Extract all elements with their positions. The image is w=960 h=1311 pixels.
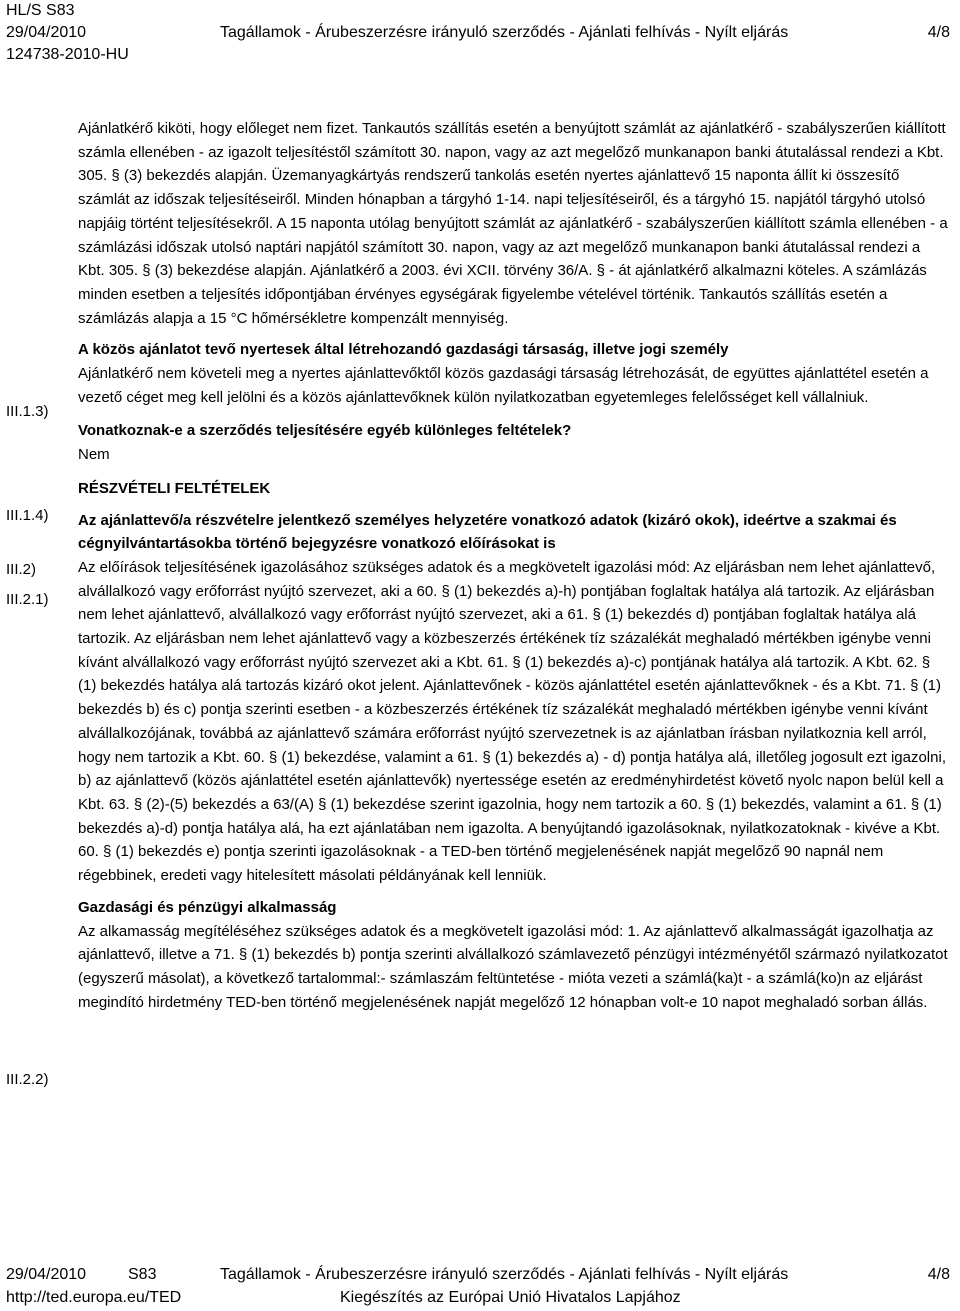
section-heading-special-conditions: Vonatkoznak-e a szerződés teljesítésére egyéb különleges feltételek? — [78, 422, 572, 440]
footer-url[interactable]: http://ted.europa.eu/TED — [6, 1289, 182, 1306]
section-text-special-conditions: Nem — [78, 446, 110, 464]
header-date: 29/04/2010 — [6, 24, 87, 41]
footer-title: Tagállamok - Árubeszerzésre irányuló szerződés - Ajánlati felhívás - Nyílt eljárás — [220, 1266, 789, 1283]
notice-number: 124738-2010-HU — [6, 46, 129, 63]
header-title: Tagállamok - Árubeszerzésre irányuló szerződés - Ajánlati felhívás - Nyílt eljárás — [220, 24, 789, 41]
section-heading-personal-situation: Az ajánlattevő/a részvételre jelentkező személyes helyzetére vonatkozó adatok (kizáró okok), ideértve a szakmai és cégnyilvántartásokba történő bejegyzésre vonatkozó előírásokat is — [78, 511, 897, 553]
section-heading-economic-capacity: Gazdasági és pénzügyi alkalmasság — [78, 898, 337, 916]
section-text-joint-bidders: Ajánlatkérő nem követeli meg a nyertes ajánlattevőktől közös gazdasági társaság létrehozását, de együttes ajánlattétel esetén a vezető céget meg kell jelölni és a közös ajánlattevőknek külön nyilatkozatban egyetemleges felelősséget kell vállalniuk. — [78, 365, 929, 406]
section-number-iii-2-1: III.2.1) — [6, 591, 49, 608]
section-text-personal-situation: Az előírások teljesítésének igazolásához szükséges adatok és a megkövetelt igazolási mód: Az eljárásban nem lehet ajánlattevő, alvállalkozó vagy erőforrást nyújtó szervezet, aki a 60. § (1) bekezdés a)-h) pontjában foglaltak hatálya alá tartozik. Az eljárásban nem lehet ajánlattevő, alvállalkozó vagy erőforrást nyújtó szervezet, aki a 61. § (1) bekezdés d) pontjában foglaltak hatálya alá tartozik. Az eljárásban nem lehet ajánlattevő vagy a közbeszerzés értékének tíz százalékát meghaladó mértékben igénybe venni kívánt alvállalkozó vagy erőforrást nyújtó szervezet aki a Kbt. 61. § (1) bekezdés a)-c) pontjának hatálya alá tartozik. A Kbt. 62. § (1) bekezdés hatálya alá tartozás kizáró okot jelent. Ajánlattevőnek - közös ajánlattétel esetén ajánlattevőknek - és a Kbt. 71. § (1) bekezdés b) és c) pontja szerinti esetben - a közbeszerzés értékének tíz százalékát meghaladó mértékben igénybe venni kívánt alvállalkozójának, továbbá az ajánlattevő számára erőforrást nyújtó szervezetnek is az ajánlatban írásban nyilatkoznia kell arról, hogy nem tartozik a Kbt. 60. § (1) bekezdése, valamint a 61. § (1) bekezdés a) - d) pontja hatálya alá, illetőleg jogosult ezt igazolni, b) az ajánlattevő (közös ajánlattétel esetén ajánlattevők) nyertessége esetén az eredményhirdetést követő nyolc napon belül kell a Kbt. 63. § (2)-(5) bekezdés a 63/(A) § (1) bekezdése szerint igazolnia, hogy nem tartozik a 60. § (1) bekezdés, valamint a 61. § (1) bekezdés a)-d) pontja hatálya alá, ha ezt ajánlatában nem igazolta. A benyújtandó igazolásoknak, nyilatkozatoknak - kivéve a Kbt. 60. § (1) bekezdés e) pontja szerinti igazolásoknak - a TED-ben történő megjelenésének napját megelőző 90 napnál nem régebbinek, eredeti vagy hitelesített másolati példányának kell lenniük. — [78, 558, 946, 885]
section-heading-joint-bidders: A közös ajánlatot tevő nyertesek által létrehozandó gazdasági társaság, illetve jogi személy — [78, 341, 729, 359]
footer-date: 29/04/2010 — [6, 1266, 87, 1283]
section-text-economic-capacity: Az alkamasság megítéléséhez szükséges adatok és a megkövetelt igazolási mód: 1. Az ajánlattevő alkalmasságát igazolhatja az ajánlattevő, illetve a 71. § (1) bekezdés b) pontja szerinti alvállalkozó számlavezető pénzügyi intézményétől származó nyilatkozatot (egyszerű másolat), a következő tartalommal:- számlaszám feltüntetése - mióta vezeti a számlá(ka)t - a számlá(ko)n az eljárást megindító hirdetmény TED-ben történő megjelenésének napját megelőző 12 hónapban volt-e 10 napot meghaladó sorban állás. — [78, 922, 948, 1011]
section-number-iii-2: III.2) — [6, 561, 37, 578]
footer-page-number: 4/8 — [927, 1266, 950, 1283]
header-page-number: 4/8 — [927, 24, 950, 41]
footer-publisher: Kiegészítés az Európai Unió Hivatalos Lapjához — [340, 1289, 681, 1306]
section-number-iii-1-3: III.1.3) — [6, 403, 49, 420]
page-header — [0, 0, 960, 72]
section-number-iii-2-2: III.2.2) — [6, 1071, 49, 1088]
doc-id: HL/S S83 — [6, 2, 75, 19]
footer-series: S83 — [128, 1266, 157, 1283]
document-body — [78, 117, 948, 1014]
payment-conditions-text: Ajánlatkérő kiköti, hogy előleget nem fizet. Tankautós szállítás esetén a benyújtott számlát az ajánlatkérő - szabályszerűen kiállított számla ellenében - az igazolt teljesítéstől számított 30. napon, vagy az azt megelőző munkanapon banki átutalással rendezi a Kbt. 305. § (3) bekezdés alapján. Üzemanyagkártyás rendszerű tankolás esetén nyertes ajánlattevő 15 naponta állít ki összesítő számlát az időszak teljesítéseiről. Minden hónapban a tárgyhó 1-14. napi teljesítéseiről, és a tárgyhó 15. napjától tárgyhó utolsó napjáig történt teljesítésekről. A 15 naponta utólag benyújtott számlát az ajánlatkérő - szabályszerűen kiállított számla ellenében - a számlázási időszak utolsó naptári napjától számított 30. napon, vagy az azt megelőző munkanapon banki átutalással rendezi a Kbt. 305. § (3) bekezdése alapján. Ajánlatkérő a 2003. évi XCII. törvény 36/A. § - át ajánlatkérő alkalmazni köteles. A számlázás minden esetben a teljesítés időpontjában érvényes egységárak figyelembe vételével történik. Tankautós szállítás esetén a számlázás alapja a 15 °C hőmérsékletre kompenzált mennyiség. — [78, 120, 948, 327]
section-heading-participation: RÉSZVÉTELI FELTÉTELEK — [78, 479, 271, 497]
section-number-iii-1-4: III.1.4) — [6, 507, 49, 524]
page-footer — [0, 1260, 960, 1311]
